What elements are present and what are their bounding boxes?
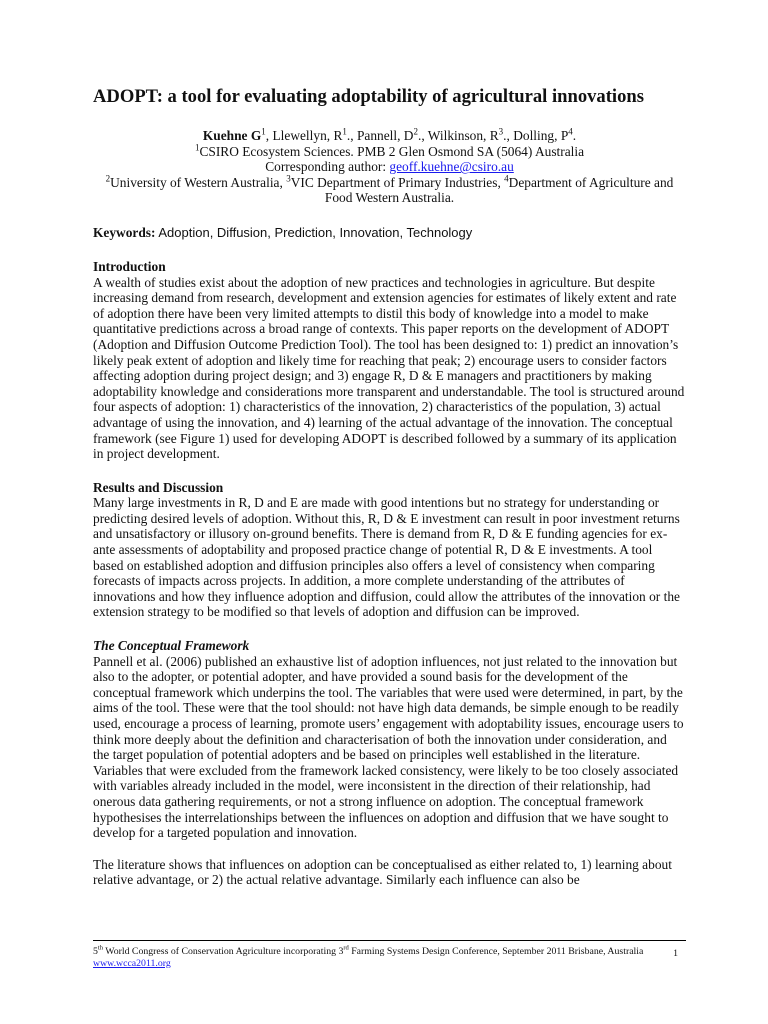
affiliation-sup: 1 (342, 126, 347, 137)
framework-heading: The Conceptual Framework (93, 638, 250, 654)
footer-website-link[interactable]: www.wcca2011.org (93, 957, 171, 969)
results-paragraph: Many large investments in R, D and E are made with good intentions but no strategy for understanding or predicting desired levels of adoption. Without this, R, D & E investment can result in poor investment returns and unsatisfactory or illusory on-ground benefits. There is demand from R, D & E funding agencies for ex-ante assessments of adoptability and proposed practice change of potential R, D & E investments. A tool based on established adoption and diffusion principles also offers a level of consistency when comparing forecasts of impacts across projects. In addition, a more complete understanding of the attributes of innovations and how they influence adoption and diffusion, could allow the attributes of the innovation or the extension strategy to be modified so that levels of adoption and diffusion can be improved. (93, 495, 680, 620)
author-list (93, 128, 686, 144)
framework-paragraph-2: The literature shows that influences on adoption can be conceptualised as either related to, 1) learning about relative advantage, or 2) the actual relative advantage. Similarly each influence can also be (93, 856, 672, 888)
corresponding-label: Corresponding author: (265, 159, 390, 175)
footer-text (93, 946, 686, 969)
footer-ordinal: rd (343, 944, 349, 952)
footer-conference-text: Farming Systems Design Conference, September 2011 Brisbane, Australia (348, 946, 644, 957)
paper-page (93, 86, 686, 888)
page-footer (93, 940, 686, 969)
paper-title: ADOPT: a tool for evaluating adoptability of agricultural innovations (93, 86, 644, 107)
keywords-line (93, 225, 686, 241)
affiliation-sup: 1 (261, 126, 266, 137)
affiliation-sup: 4 (568, 126, 573, 137)
footer-ordinal: th (97, 944, 103, 952)
author-list-end: . (572, 128, 577, 143)
affiliation-sup: 4 (504, 173, 509, 184)
affiliation-sup: 2 (413, 126, 418, 137)
author-block (93, 128, 686, 206)
introduction-heading: Introduction (93, 258, 166, 274)
affiliations-2-4 (93, 175, 686, 206)
keywords-label: Keywords: (93, 224, 156, 240)
results-heading: Results and Discussion (93, 479, 224, 495)
author-name: ., Pannell, D (346, 128, 414, 143)
affiliation-text: CSIRO Ecosystem Sciences. PMB 2 Glen Osmond SA (5064) Australia (199, 143, 585, 159)
affiliation-sup: 2 (105, 173, 111, 184)
affiliation-sup: 3 (498, 126, 504, 137)
corresponding-email-link[interactable]: geoff.kuehne@csiro.au (389, 159, 514, 175)
introduction-paragraph: A wealth of studies exist about the adoption of new practices and technologies in agriculture. But despite increasing demand from research, development and extension agencies for estimates of likely extent and rate of adoption there have been very limited attempts to distil this body of knowledge into a model to make quantitative predictions across a broad range of contexts. This paper reports on the development of ADOPT (Adoption and Diffusion Outcome Prediction Tool). The tool has been designed to: 1) predict an innovation’s likely peak extent of adoption and likely time for reaching that peak; 2) encourage users to consider factors affecting adoption during project design; and 3) engage R, D & E managers and practitioners by making adoptability knowledge and considerations more transparent and understandable. The tool is structured around four aspects of adoption: 1) characteristics of the innovation, 2) characteristics of the population, 3) actual advantage of using the innovation, and 4) learning of the actual advantage of the innovation. The conceptual framework (see Figure 1) used for developing ADOPT is described followed by a summary of its application in project development. (93, 274, 685, 462)
keywords-text: Adoption, Diffusion, Prediction, Innovation, Technology (155, 224, 473, 240)
affiliation-text: VIC Department of Primary Industries, (290, 174, 505, 190)
affiliation-text: Department of Agriculture and Food Western Australia. (324, 174, 674, 206)
affiliation-sup: 3 (286, 173, 291, 184)
footer-congress-text: World Congress of Conservation Agriculture incorporating 3 (102, 946, 344, 957)
footer-congress-number: 5 (93, 946, 98, 957)
affiliation-text: University of Western Australia, (110, 174, 287, 190)
author-name: ., Wilkinson, R (417, 128, 499, 143)
affiliation-1 (93, 144, 686, 160)
page-number: 1 (673, 948, 678, 959)
framework-paragraph-1: Pannell et al. (2006) published an exhaustive list of adoption influences, not just related to the innovation but also to the adopter, or potential adopter, and have provided a sound basis for the development of the conceptual framework which underpins the tool. The variables that were used were determined, in part, by the aims of the tool. These were that the tool should: not have high data demands, be simple enough to be readily used, encourage a process of learning, promote users’ engagement with adoptability issues, encourage users to think more deeply about the definition and characterisation of both the innovation under consideration, and the target population of potential adopters and be based on principles well established in the literature. Variables that were excluded from the framework lacked consistency, were likely to be too closely associated with variables already included in the model, were inconsistent in the direction of their relationship, had onerous data gathering requirements, or not a strong influence on adoption. The conceptual framework hypothesises the interrelationships between the influences on adoption and diffusion that we have sought to develop for a targeted population and innovation. (93, 653, 684, 841)
author-name: ., Dolling, P (503, 128, 569, 143)
author-name: , Llewellyn, R (265, 128, 343, 143)
corresponding-author (93, 159, 686, 175)
affiliation-sup: 1 (194, 142, 200, 153)
first-author: Kuehne G (202, 128, 262, 143)
